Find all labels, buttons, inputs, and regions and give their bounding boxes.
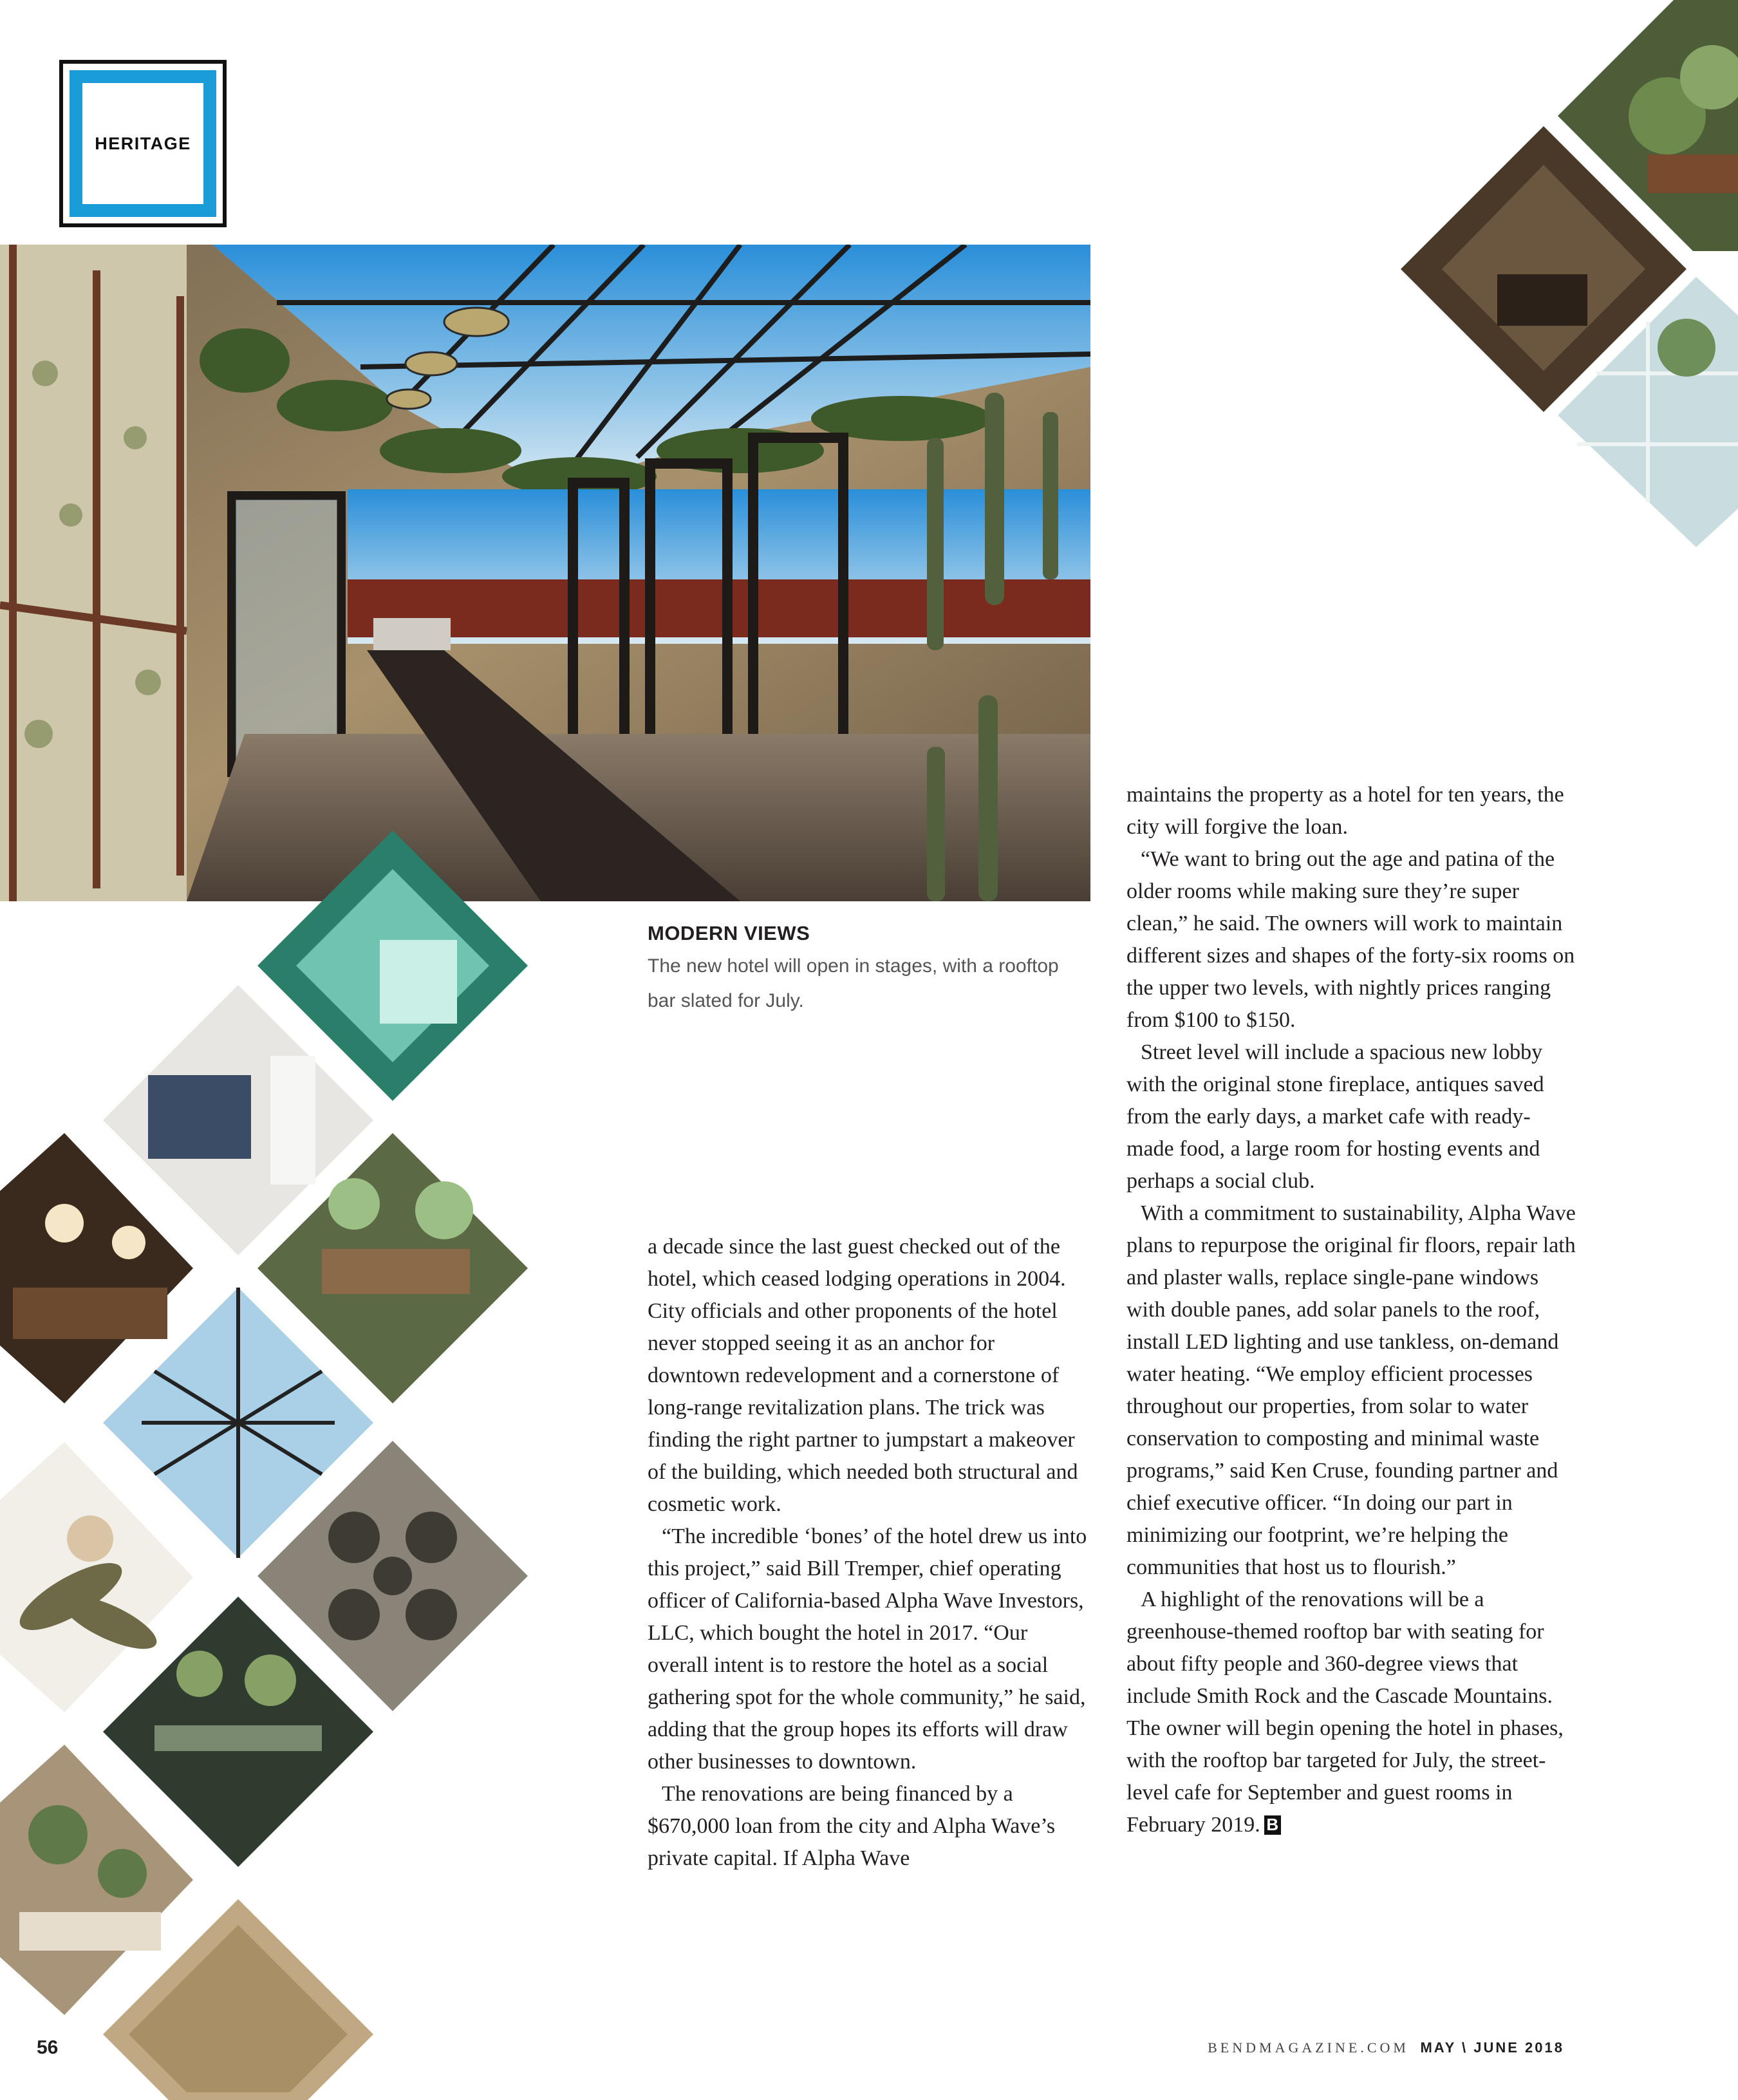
section-tag-frame [70,70,216,217]
photo-caption [648,922,1060,1018]
paragraph: “We want to bring out the age and patina of the older rooms while making sure they’re super clean,” he said. The owners will work to maintain different sizes and shapes of the forty-six rooms on the upper two levels, with nightly prices ranging from $100 to $150. [1126,847,1575,1032]
section-tag-label: HERITAGE [95,133,191,153]
footer-folio [1208,2039,1564,2056]
diamond-photo-stone-texture [103,1899,373,2100]
hero-photo [0,245,1090,901]
body-column-right [1126,779,1577,1841]
paragraph: a decade since the last guest checked out of the hotel, which ceased lodging operations in 2004. City officials and other proponents of the hotel never stopped seeing it as an anchor for downtown redevelopment and a cornerstone of long-range revitalization plans. The trick was finding the right partner to jumpstart a makeover of the building, which needed both structural and cosmetic work. [648,1235,1078,1516]
paragraph-last [1126,1584,1577,1841]
caption-text: The new hotel will open in stages, with a rooftop bar slated for July. [648,955,1059,1011]
paragraph: maintains the property as a hotel for ten years, the city will forgive the loan. [1126,783,1564,839]
page-number: 56 [37,2037,59,2058]
caption-title: MODERN VIEWS [648,922,810,944]
end-mark-icon: B [1264,1815,1281,1835]
paragraph: With a commitment to sustainability, Alpha Wave plans to repurpose the original fir floors, repair lath and plaster walls, replace single-pane windows with double panes, add solar panels to the roof, install LED lighting and use tankless, on-demand water heating. “We employ efficient processes throughout our properties, from solar to water conservation to composting and minimal waste programs,” said Ken Cruse, founding partner and chief executive officer. “In doing our part in minimizing our footprint, we’re helping the communities that host us to flourish.” [1126,1201,1576,1579]
paragraph: Street level will include a spacious new lobby with the original stone fireplace, antiques saved from the early days, a market cafe with ready-made food, a large room for hosting events and perhaps a social club. [1126,1040,1544,1193]
footer-site: BENDMAGAZINE.COM [1208,2039,1409,2056]
diamond-photo-greenhouse [1558,277,1738,547]
body-column-left [648,1231,1092,1875]
paragraph-text: A highlight of the renovations will be a greenhouse-themed rooftop bar with seating for about fifty people and 360-degree views that include Smith Rock and the Cascade Mountains. The owner will begin opening the hotel in phases, with the rooftop bar targeted for July, the street-level cafe for September and guest rooms in February 2019. [1126,1588,1564,1837]
paragraph: “The incredible ‘bones’ of the hotel drew us into this project,” said Bill Tremper, chief operating officer of California-based Alpha Wave Investors, LLC, which bought the hotel in 2017. “Our overall intent is to restore the hotel as a social gathering spot for the whole community,” he said, adding that the group hopes its efforts will draw other businesses to downtown. [648,1524,1087,1774]
section-tag [59,60,227,227]
paragraph: The renovations are being financed by a $670,000 loan from the city and Alpha Wave’s private capital. If Alpha Wave [648,1782,1056,1870]
footer-issue: MAY \ JUNE 2018 [1420,2039,1564,2056]
